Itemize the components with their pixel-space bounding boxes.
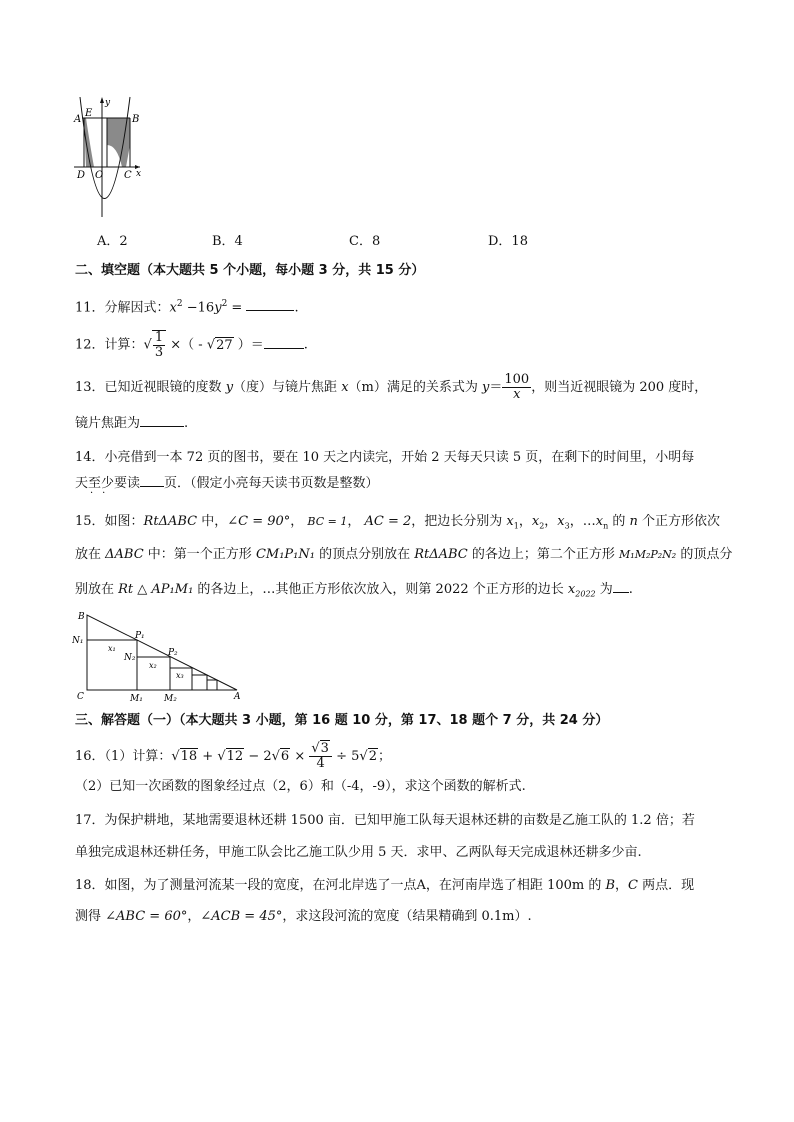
question-18-line-1: 18．如图，为了测量河流某一段的宽度，在河北岸选了一点A，在河南岸选了相距 100m 的 B，C 两点．现 [75, 878, 695, 893]
question-17-line-2: 单独完成退林还耕任务，甲施工队会比乙施工队少用 5 天．求甲、乙两队每天完成退林还耕多少亩. [75, 845, 642, 860]
question-18-line-2: 测得 ∠ABC = 60°，∠ACB = 45°，求这段河流的宽度（结果精确到 0.1m）. [75, 909, 532, 924]
label-A: A [74, 114, 82, 125]
label-x2: x₂ [149, 661, 157, 670]
label-A: A [234, 692, 241, 702]
label-P1: P₁ [135, 631, 145, 641]
question-16-line-2: （2）已知一次函数的图象经过点（2，6）和（-4，-9），求这个函数的解析式. [75, 779, 526, 794]
label-M1: M₁ [130, 694, 143, 702]
parabola-figure [72, 95, 152, 220]
question-15-line-1: 15．如图：RtΔABC 中，∠C = 90°， BC = 1， AC = 2，把边长分别为 $x_1$，$x_2$，$x_3$，$\dots x_n$ 的 n 个正方形依次 [75, 514, 721, 531]
label-y: y [105, 98, 111, 108]
square-5 [207, 680, 217, 690]
label-B: B [132, 114, 140, 125]
question-12: 12．计算：√ $\frac{1}{3}$ ×（ - √27 ）＝ . [75, 330, 308, 360]
triangle-squares-figure [72, 610, 252, 702]
label-x: x [136, 169, 142, 179]
question-16-line-1: 16．（1）计算：√18 + √12 − 2√6 × $\frac{√3}{4}$ ÷ 5√2； [75, 741, 391, 771]
answer-blank-11[interactable] [246, 298, 294, 311]
question-14-line-1: 14．小亮借到一本 72 页的图书，要在 10 天之内读完，开始 2 天每天只读 5 页，在剩下的时间里，小明每 [75, 450, 695, 465]
option-d: D．18 [488, 234, 528, 249]
square-4 [192, 675, 207, 690]
question-13-line-1: 13．已知近视眼镜的度数 y（度）与镜片焦距 x（m）满足的关系式为 y＝ $\frac{100}{x}$ ，则当近视眼镜为 200 度时， [75, 372, 708, 402]
option-a: A．2 [97, 234, 128, 249]
label-M2: M₂ [164, 694, 177, 702]
question-11: 11．分解因式：$x^2 -16y^2$ = . [75, 299, 299, 316]
label-O: O [95, 170, 104, 181]
label-C: C [77, 692, 84, 702]
label-E: E [85, 108, 93, 119]
answer-blank-12[interactable] [264, 336, 304, 349]
label-N1: N₁ [72, 636, 84, 646]
option-b: B．4 [212, 234, 243, 249]
question-17-line-1: 17．为保护耕地，某地需要退林还耕 1500 亩．已知甲施工队每天退林还耕的亩数是乙施工队的 1.2 倍；若 [75, 813, 695, 828]
option-c: C．8 [349, 234, 381, 249]
label-N2: N₂ [124, 653, 136, 663]
answer-blank-15[interactable] [613, 580, 629, 593]
question-14-line-2: 天至少要读 页．（假定小亮每天读书页数是整数） [75, 476, 379, 491]
section-3-title: 三、解答题（一）（本大题共 3 小题，第 16 题 10 分，第 17、18 题个 7 分，共 24 分） [75, 713, 609, 728]
label-D: D [77, 170, 86, 181]
label-C: C [124, 170, 132, 181]
section-2-title: 二、填空题（本大题共 5 个小题，每小题 3 分，共 15 分） [75, 263, 425, 278]
label-B: B [78, 612, 85, 622]
emphasis-dots: ·· [90, 488, 115, 499]
label-x3: x₃ [176, 671, 184, 680]
answer-blank-13[interactable] [140, 414, 184, 427]
label-x1: x₁ [108, 644, 116, 653]
question-15-line-2: 放在 ΔABC 中：第一个正方形 CM₁P₁N₁ 的顶点分别放在 RtΔABC 的各边上；第二个正方形 M₁M₂P₂N₂ 的顶点分 [75, 547, 733, 562]
question-13-line-2: 镜片焦距为 . [75, 416, 189, 431]
question-15-line-3: 别放在 Rt △ AP₁M₁ 的各边上，…其他正方形依次放入，则第 2022 个正方形的边长 $x_{2022}$ 为 . [75, 582, 633, 599]
label-P2: P₂ [168, 648, 178, 658]
answer-blank-14[interactable] [140, 474, 164, 487]
